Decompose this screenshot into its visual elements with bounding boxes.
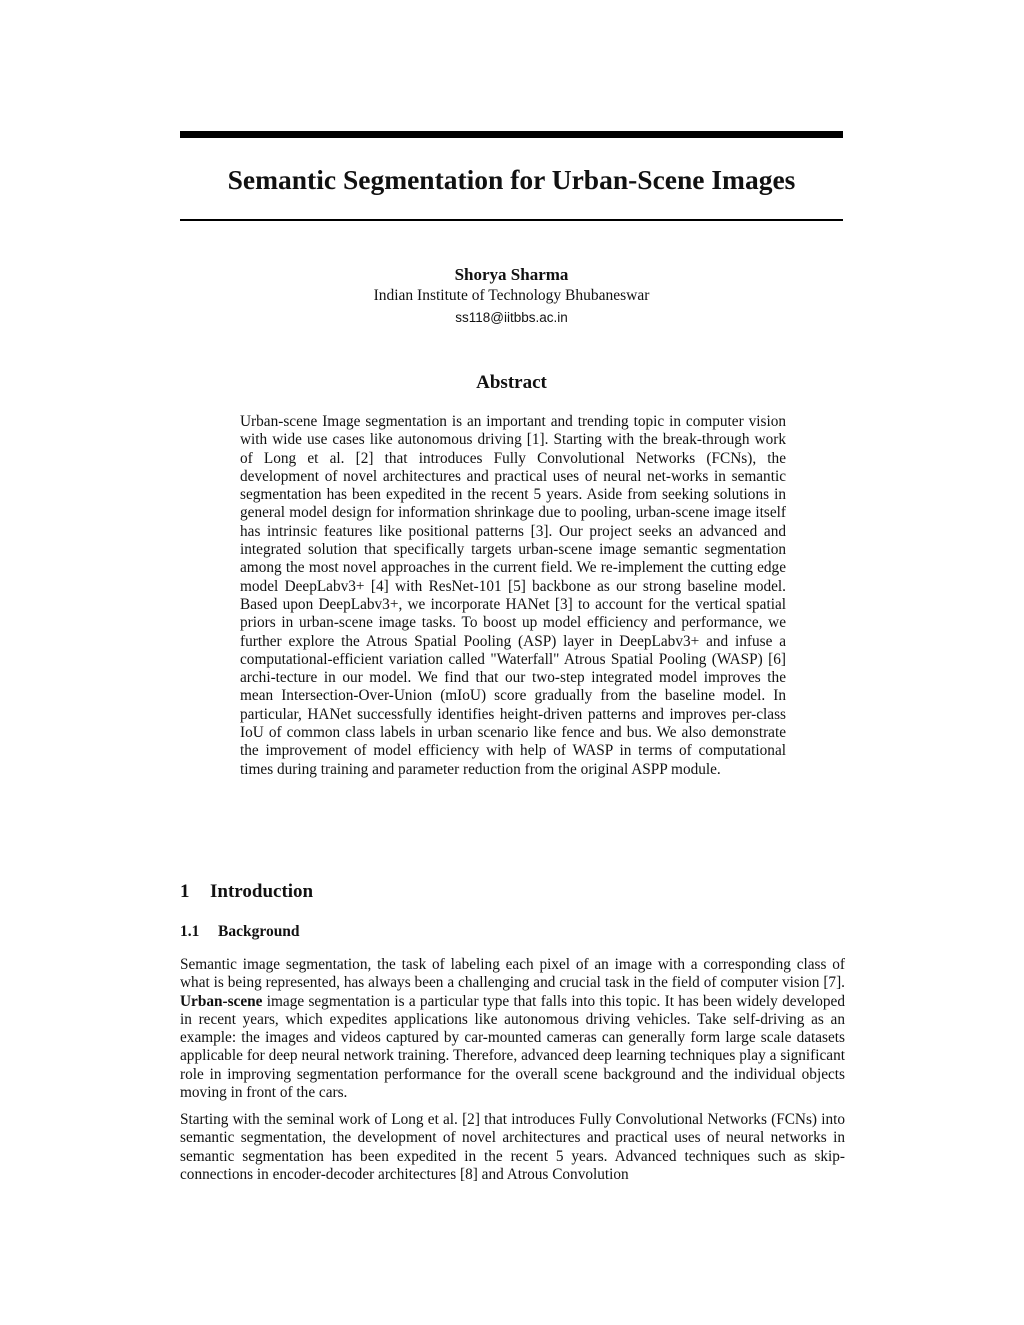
title-top-rule (180, 131, 843, 138)
title-bottom-rule (180, 219, 843, 221)
para1-text-end: image segmentation is a particular type that falls into this topic. It has been widely developed in recent years, which expedites applications like autonomous driving vehicles. Take self-driving as an example: the images and videos captured by car-mounted cameras can generally form large scale datasets applicable for deep neural network training. Therefore, advanced deep learning techniques play a significant role in improving segmentation performance for the overall scene background and the individual objects moving in front of the cars. (180, 992, 845, 1102)
subsection-heading-background (180, 921, 843, 943)
section-number: 1 (180, 881, 190, 902)
author-email: ss118@iitbbs.ac.in (455, 310, 568, 325)
paper-title: Semantic Segmentation for Urban-Scene Images (227, 164, 796, 195)
para1-text-start: Semantic image segmentation, the task of labeling each pixel of an image with a corresponding class of what is being represented, has always been a challenging and crucial task in the field of computer vision [7]. (180, 956, 845, 992)
abstract-text: Urban-scene Image segmentation is an important and trending topic in computer vision with wide use cases like autonomous driving [1]. Starting with the break-through work of Long et al. [2] that introduces Fully Convolutional Networks (FCNs), the development of novel architectures and practical uses of neural net-works in semantic segmentation has been expedited in the recent 5 years. Aside from seeking solutions in general model design for information shrinkage due to pooling, urban-scene image itself has intrinsic features like positional patterns [3]. Our project seeks an advanced and integrated solution that specifically targets urban-scene image semantic segmentation among the most novel approaches in the current field. We re-implement the cutting edge model DeepLabv3+ [4] with ResNet-101 [5] backbone as our strong baseline model. Based upon DeepLabv3+, we incorporate HANet [3] to account for the vertical spatial priors in urban-scene image tasks. To boost up model efficiency and performance, we further explore the Atrous Spatial Pooling (ASP) layer in DeepLabv3+ and infuse a computational-efficient variation called "Waterfall" Atrous Spatial Pooling (WASP) [6] archi-tecture in our model. We find that our two-step integrated model improves the mean Intersection-Over-Union (mIoU) score gradually from the baseline model. In particular, HANet successfully identifies height-driven patterns and improves per-class IoU of common class labels in urban scenario like fence and bus. We also demonstrate the improvement of model efficiency with help of WASP in terms of computational times during training and parameter reduction from the original ASPP module. (240, 413, 786, 778)
background-paragraph-2: Starting with the seminal work of Long et al. [2] that introduces Fully Convolutional Networks (FCNs) into semantic segmentation, the development of novel architectures and practical uses of neural networks in semantic segmentation has been expedited in the recent 5 years. Advanced techniques such as skip-connections in encoder-decoder architectures [8] and Atrous Convolution (180, 1111, 845, 1183)
author-name: Shorya Sharma (454, 265, 569, 284)
background-paragraph-1 (180, 956, 845, 1102)
subsection-title: Background (218, 923, 300, 940)
abstract-heading: Abstract (476, 372, 547, 393)
author-affiliation: Indian Institute of Technology Bhubaneswar (373, 287, 650, 304)
para1-bold-term: Urban-scene (180, 992, 263, 1010)
author-block (180, 264, 843, 329)
section-title: Introduction (210, 881, 314, 902)
section-heading-introduction (180, 879, 843, 905)
subsection-number: 1.1 (180, 923, 200, 940)
